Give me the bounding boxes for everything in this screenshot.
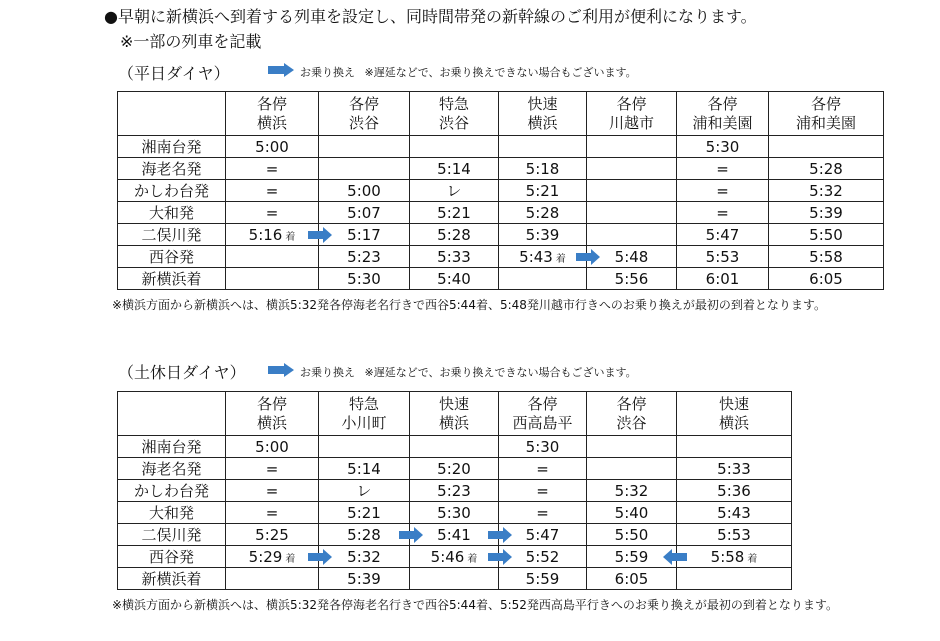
time-value: = (716, 181, 729, 200)
weekday-title: （平日ダイヤ） (118, 64, 230, 83)
column-header (410, 392, 499, 436)
time-value: 5:50 (614, 525, 649, 544)
time-cell (587, 158, 677, 180)
time-cell (410, 268, 499, 290)
time-cell (499, 458, 587, 480)
table-row (118, 502, 792, 524)
column-header (587, 392, 677, 436)
time-cell (410, 458, 499, 480)
train-destination: 渋谷 (438, 113, 469, 132)
time-value: 5:50 (809, 225, 843, 244)
weekend-header-row (118, 392, 792, 436)
time-cell (499, 202, 587, 224)
time-cell (769, 246, 884, 268)
time-value: 5:47 (525, 525, 560, 544)
train-type: 各停 (616, 394, 647, 413)
transfer-arrow-icon (576, 249, 600, 265)
time-cell (499, 158, 587, 180)
time-cell (587, 480, 677, 502)
time-value: = (265, 203, 279, 222)
train-destination: 横浜 (256, 413, 287, 432)
train-type: 各停 (256, 394, 287, 413)
train-type: 各停 (348, 94, 379, 113)
arrival-mark: 着 (747, 553, 758, 565)
time-cell (769, 158, 884, 180)
time-cell (319, 202, 410, 224)
time-value: 5:30 (437, 503, 471, 522)
time-value: 5:59 (614, 547, 649, 566)
time-cell (587, 524, 677, 546)
time-cell (410, 436, 499, 458)
time-cell (410, 546, 499, 568)
station-name: 新横浜着 (118, 268, 226, 290)
time-cell (410, 180, 499, 202)
time-value: = (716, 159, 729, 178)
time-value: = (265, 159, 279, 178)
table-row (118, 268, 884, 290)
time-cell (769, 224, 884, 246)
station-name: 新横浜着 (118, 568, 226, 590)
time-value: 5:21 (525, 181, 560, 200)
time-value: 5:16 (248, 225, 283, 244)
station-name: 海老名発 (118, 458, 226, 480)
time-value: 5:41 (437, 525, 471, 544)
train-destination: 横浜 (256, 113, 287, 132)
time-cell (677, 136, 769, 158)
column-header (677, 392, 792, 436)
time-cell (587, 268, 677, 290)
table-row (118, 480, 792, 502)
time-cell (677, 246, 769, 268)
time-cell (410, 568, 499, 590)
train-destination: 浦和美園 (795, 113, 856, 132)
time-value: 5:20 (437, 459, 471, 478)
weekday-note: ※横浜方面から新横浜へは、横浜5:32発各停海老名行きで西谷5:44着、5:48発川越市行きへのお乗り換えが最初の到着となります。 (112, 298, 826, 312)
column-header (587, 92, 677, 136)
time-cell (319, 524, 410, 546)
time-value: 5:43 (519, 247, 553, 266)
time-cell (499, 480, 587, 502)
time-cell (587, 458, 677, 480)
train-destination: 横浜 (527, 113, 558, 132)
transfer-arrow-icon (399, 527, 423, 543)
time-value: 6:05 (809, 269, 843, 288)
train-destination: 西高島平 (512, 413, 573, 432)
table-row (118, 224, 884, 246)
train-type: 各停 (810, 94, 841, 113)
time-value: = (265, 503, 279, 522)
time-value: 5:58 (809, 247, 843, 266)
table-row (118, 568, 792, 590)
time-cell (677, 436, 792, 458)
time-value: 5:39 (809, 203, 843, 222)
time-cell (410, 224, 499, 246)
time-cell (319, 546, 410, 568)
time-cell (319, 158, 410, 180)
train-type: 特急 (348, 394, 379, 413)
time-cell (226, 268, 319, 290)
time-cell (677, 546, 792, 568)
train-destination: 川越市 (608, 113, 654, 132)
time-value: 5:43 (717, 503, 751, 522)
station-name: 二俣川発 (118, 524, 226, 546)
time-cell (319, 568, 410, 590)
weekday-header-row (118, 92, 884, 136)
time-value: 5:58 (710, 547, 745, 566)
time-cell (226, 158, 319, 180)
time-cell (319, 480, 410, 502)
time-value: 5:18 (525, 159, 560, 178)
column-header (226, 92, 319, 136)
table-row (118, 202, 884, 224)
time-value: 5:39 (525, 225, 560, 244)
train-type: 各停 (707, 94, 738, 113)
time-value: 5:28 (347, 525, 381, 544)
weekday-timetable (117, 91, 884, 290)
legend-delay-note: ※遅延などで、お乗り換えできない場合もございます。 (364, 366, 637, 379)
time-cell (677, 202, 769, 224)
table-row (118, 436, 792, 458)
station-name: 大和発 (118, 502, 226, 524)
table-row (118, 524, 792, 546)
train-destination: 渋谷 (616, 413, 647, 432)
time-cell (587, 436, 677, 458)
column-header (319, 392, 410, 436)
train-type: 特急 (438, 94, 469, 113)
time-value: 5:30 (347, 269, 381, 288)
time-cell (319, 458, 410, 480)
time-value: 5:14 (347, 459, 381, 478)
column-header (499, 92, 587, 136)
time-cell (499, 268, 587, 290)
time-cell (499, 436, 587, 458)
weekend-title: （土休日ダイヤ） (118, 363, 246, 382)
time-value: 5:46 (430, 547, 465, 566)
time-value: 5:23 (347, 247, 381, 266)
time-cell (769, 202, 884, 224)
train-destination: 浦和美園 (692, 113, 753, 132)
train-type: 快速 (718, 394, 749, 413)
transfer-arrow-icon (268, 363, 294, 377)
time-cell (410, 480, 499, 502)
time-cell (226, 202, 319, 224)
legend-delay-note: ※遅延などで、お乗り換えできない場合もございます。 (364, 66, 637, 79)
time-cell (319, 246, 410, 268)
transfer-arrow-icon (268, 63, 294, 77)
time-value: 5:29 (248, 547, 283, 566)
time-value: 5:36 (717, 481, 751, 500)
time-value: 5:14 (437, 159, 471, 178)
table-row (118, 158, 884, 180)
time-value: 5:53 (705, 247, 740, 266)
transfer-arrow-icon (663, 549, 687, 565)
time-value: = (536, 481, 549, 500)
transfer-arrow-icon (488, 527, 512, 543)
time-value: 5:28 (809, 159, 843, 178)
time-cell (769, 180, 884, 202)
time-cell (499, 568, 587, 590)
time-cell (499, 502, 587, 524)
time-value: 5:40 (614, 503, 649, 522)
station-name: 大和発 (118, 202, 226, 224)
header-corner (118, 92, 226, 136)
time-cell (499, 180, 587, 202)
time-value: 5:48 (614, 247, 649, 266)
time-cell (226, 568, 319, 590)
time-value: 5:32 (809, 181, 843, 200)
transfer-arrow-icon (488, 549, 512, 565)
time-value: 5:53 (717, 525, 751, 544)
time-value: 5:17 (347, 225, 381, 244)
transfer-arrow-icon (308, 227, 332, 243)
train-destination: 小川町 (341, 413, 387, 432)
station-name: かしわ台発 (118, 180, 226, 202)
time-value: = (536, 503, 549, 522)
train-destination: 横浜 (438, 413, 469, 432)
time-value: 5:39 (347, 569, 381, 588)
time-value: 5:00 (347, 181, 381, 200)
time-cell (410, 136, 499, 158)
time-value: 5:00 (255, 437, 289, 456)
time-cell (319, 436, 410, 458)
table-row (118, 246, 884, 268)
column-header (677, 92, 769, 136)
time-value: 5:21 (437, 203, 471, 222)
time-cell (410, 158, 499, 180)
time-value: 5:21 (347, 503, 381, 522)
table-row (118, 180, 884, 202)
time-value: 5:25 (255, 525, 289, 544)
time-cell (226, 458, 319, 480)
time-cell (319, 224, 410, 246)
time-cell (587, 202, 677, 224)
time-cell (226, 436, 319, 458)
headline: ●早朝に新横浜へ到着する列車を設定し、同時間帯発の新幹線のご利用が便利になります。 (104, 7, 757, 26)
time-cell (499, 224, 587, 246)
time-value: 5:28 (525, 203, 560, 222)
time-value: 6:05 (614, 569, 649, 588)
column-header (499, 392, 587, 436)
legend-transfer-label: お乗り換え (300, 66, 355, 79)
column-header (769, 92, 884, 136)
time-value: 5:30 (705, 137, 740, 156)
time-value: 5:33 (717, 459, 751, 478)
train-type: 各停 (256, 94, 287, 113)
train-destination: 渋谷 (348, 113, 379, 132)
time-value: 5:23 (437, 481, 471, 500)
time-value: 5:33 (437, 247, 471, 266)
time-cell (499, 246, 587, 268)
time-cell (226, 246, 319, 268)
time-cell (587, 246, 677, 268)
time-cell (677, 158, 769, 180)
time-value: = (716, 203, 729, 222)
arrival-mark: 着 (467, 553, 478, 565)
time-cell (319, 136, 410, 158)
time-cell (677, 180, 769, 202)
time-cell (769, 268, 884, 290)
weekend-legend (300, 364, 637, 380)
time-value: 5:32 (347, 547, 381, 566)
arrival-mark: 着 (555, 253, 566, 265)
time-cell (226, 524, 319, 546)
time-cell (319, 180, 410, 202)
train-type: 各停 (616, 94, 647, 113)
train-destination: 横浜 (718, 413, 749, 432)
time-cell (587, 136, 677, 158)
train-type: 快速 (438, 394, 469, 413)
column-header (410, 92, 499, 136)
station-name: 湘南台発 (118, 136, 226, 158)
time-value: 5:00 (255, 137, 289, 156)
time-cell (769, 136, 884, 158)
time-cell (226, 546, 319, 568)
time-value: = (536, 459, 549, 478)
time-cell (677, 568, 792, 590)
time-cell (226, 180, 319, 202)
time-value: 5:40 (437, 269, 471, 288)
time-cell (226, 224, 319, 246)
time-value: 5:28 (437, 225, 471, 244)
time-cell (587, 502, 677, 524)
time-value: 5:59 (525, 569, 560, 588)
time-cell (410, 246, 499, 268)
header-corner (118, 392, 226, 436)
time-cell (677, 268, 769, 290)
time-value: 5:07 (347, 203, 381, 222)
subheadline: ※一部の列車を記載 (120, 32, 262, 51)
column-header (226, 392, 319, 436)
station-name: 海老名発 (118, 158, 226, 180)
weekday-legend (300, 64, 637, 80)
weekend-note: ※横浜方面から新横浜へは、横浜5:32発各停海老名行きで西谷5:44着、5:52発西高島平行きへのお乗り換えが最初の到着となります。 (112, 598, 838, 612)
train-type: 快速 (527, 94, 558, 113)
time-cell (410, 502, 499, 524)
time-value: 5:52 (525, 547, 560, 566)
time-cell (587, 224, 677, 246)
time-value: レ (446, 182, 462, 200)
time-cell (226, 136, 319, 158)
time-value: レ (356, 482, 372, 500)
legend-transfer-label: お乗り換え (300, 366, 355, 379)
time-value: 6:01 (705, 269, 740, 288)
time-value: 5:32 (614, 481, 649, 500)
station-name: 二俣川発 (118, 224, 226, 246)
station-name: 湘南台発 (118, 436, 226, 458)
transfer-arrow-icon (308, 549, 332, 565)
arrival-mark: 着 (285, 231, 296, 243)
weekend-timetable (117, 391, 792, 590)
time-value: 5:47 (705, 225, 740, 244)
time-value: = (265, 181, 279, 200)
time-cell (677, 224, 769, 246)
arrival-mark: 着 (285, 553, 296, 565)
time-cell (410, 202, 499, 224)
time-cell (677, 458, 792, 480)
table-row (118, 458, 792, 480)
time-cell (677, 524, 792, 546)
time-cell (587, 180, 677, 202)
station-name: かしわ台発 (118, 480, 226, 502)
station-name: 西谷発 (118, 246, 226, 268)
time-cell (677, 502, 792, 524)
time-cell (319, 268, 410, 290)
time-value: = (265, 459, 279, 478)
time-cell (499, 136, 587, 158)
time-value: 5:30 (525, 437, 560, 456)
time-cell (677, 480, 792, 502)
time-value: = (265, 481, 279, 500)
table-row (118, 136, 884, 158)
time-value: 5:56 (614, 269, 649, 288)
time-cell (226, 480, 319, 502)
column-header (319, 92, 410, 136)
table-row (118, 546, 792, 568)
train-type: 各停 (527, 394, 558, 413)
time-cell (587, 568, 677, 590)
time-cell (319, 502, 410, 524)
time-cell (226, 502, 319, 524)
station-name: 西谷発 (118, 546, 226, 568)
